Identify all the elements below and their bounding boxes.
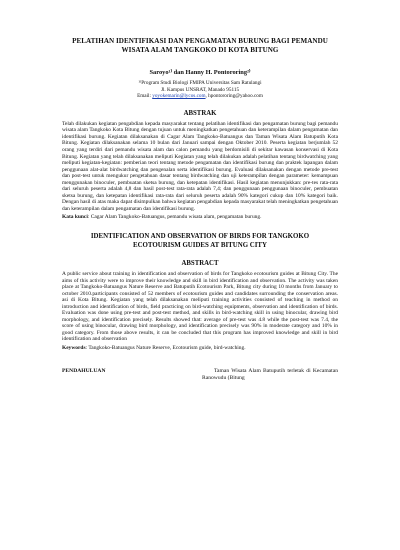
english-title-line-1: IDENTIFICATION AND OBSERVATION OF BIRDS FOR TANGKOKO (90, 232, 310, 240)
abstract-keywords-label: Keywords (62, 345, 86, 351)
abstract-body: A public service about training in identification and observation of birds for Tangkoko ecotourism guides at Bitung City. The aims of this activity were to improve their knowledge and skill in bird identification and observation. The activity was taken place at Tangkoko-Batuangus Nature Reserve and Batuputih Ecotourism Park, Bitung city during 10 months from January to october 2010.participants consisted of 52 members of ecotourism guides and candidates surrounding the conservation areas. asi di Kota Bitung. Kegiatan yang telah dilaksanakan meliputi training activities consisted of teaching in method on introduction and identification of birds, field practicing on bird-watching equipments, observation and identification of birds. Evaluation was done using pre-test and post-test method, and skills in bird-watching skill in using binocular, drawing bird morphology, and identification precisely. Results showed that: average of pre-test was 4.8 while the post-test was 7.4, the score of using binocular, drawing bird morphology, and identification precisely was 90% in moderate category and 10% in good category. From those above results, it can be concluded that this program has improved knowledge and skill in bird identification and observation (62, 270, 338, 343)
english-title-line-2: ECOTOURISM GUIDES AT BITUNG CITY (132, 241, 268, 249)
affiliation-line-1: ¹⁾Program Studi Biologi FMIPA Universitas Sam Ratulangi (138, 80, 262, 86)
affiliation-line-2: Jl. Kampus UNSRAT, Manado 95115 (160, 86, 240, 93)
body-paragraph-start: Taman Wisata Alam Batuputih terletak di Kecamatan Ranowudu (Bitung (202, 367, 338, 381)
abstrak-keywords-text: : Cagar Alam Tangkoko-Batuangus, pemandu wisata alam, pengamatan burung. (87, 214, 262, 221)
title-line-1: PELATIHAN IDENTIFIKASI DAN PENGAMATAN BURUNG BAGI PEMANDU (72, 37, 328, 45)
abstrak-keywords-label: Kata kunci (62, 214, 88, 221)
abstrak-body: Telah dilakukan kegiatan pengabdian kepada masyarakat tentang pelatihan identifikasi dan pengamatan burung bagi pemandu wisata alam Tangkoko Kota Bitung dengan tujuan untuk meningkatkan pengetahuan dan keterampilan dalam pengamatan dan identifikasi burung. Kegiatan dilaksanakan di Cagar Alam Tangkoko-Batuangus dan Taman Wisata Alam Batuputih Kota Bitung. Kegiatan dilaksanakan selama 10 bulan dari Januari sampai dengan Oktober 2010. Peserta kegiatan berjumlah 52 orang yang terdiri dari pemandu wisata alam dan calon pemandu yang berdomisili di sekitar kawasan konservasi di Kota Bitung. Kegiatan yang telah dilaksanakan meliputi Kegiatan yang telah dilakukan adalah pelatihan tentang birdwatching yang meliputi kegiatan-kegiatan: pemberian teori tentang metode pengamatan dan identifikasi burung dan praktek lapangan dalam penggunaan alat-alat birdwatching dan pengenalan serta identifikasi burung. Evaluasi dilaksanakan dengan metode pre-test dan post-test untuk mengukur pengetahuan dasar tentang birdwatching dan uji keterampilan dengan parameter: kemampuan menggunakan binoculer, pembuatan sketsa burung, dan ketepatan identifikasi. Hasil kegiatan menunjukkan: pre-tes rata-rata dari seluruh peserta adalah 4,8 dan hasil post-test rata-rata adalah 7,4; dan penggunaan penggunaan binoculer, pembuatan sketsa burung, dan ketepatan identifikasi rata-rata dari seluruh peserta adalah 90% kategori cukup dan 10% kategori baik. Dengan hasil di atas maka dapat disimpulkan bahwa kegiatan pengabdian kepada masyarakat telah meningkatkan pengetahuan dan keterampilan dalam pengamatan dan identifikasi burung. (62, 120, 339, 212)
paper-title (62, 37, 338, 55)
title-line-2: WISATA ALAM TANGKOKO DI KOTA BITUNG (121, 46, 279, 54)
affiliation-email (62, 93, 338, 100)
english-title (62, 232, 338, 250)
abstract-keywords (62, 345, 338, 352)
abstrak-keywords (62, 214, 338, 221)
body-columns (62, 368, 338, 382)
affiliation (62, 80, 338, 100)
abstrak-heading: ABSTRAK (183, 109, 217, 117)
email-link[interactable]: yoyokemarin@lycos.com (152, 93, 206, 100)
authors: Saroyo¹⁾ dan Hanny H. Pontororing²⁾ (149, 69, 251, 76)
abstract-heading: ABSTRACT (181, 259, 219, 267)
section-heading-pendahuluan: PENDAHULUAN (62, 367, 106, 374)
email-prefix: Email: (137, 93, 153, 100)
abstract-keywords-text: : Tangkoko-Batuangus Nature Reserve, Ecotourism guide, bird-watching. (85, 345, 246, 351)
email-second: , hpontororing@yahoo.com (205, 93, 263, 100)
